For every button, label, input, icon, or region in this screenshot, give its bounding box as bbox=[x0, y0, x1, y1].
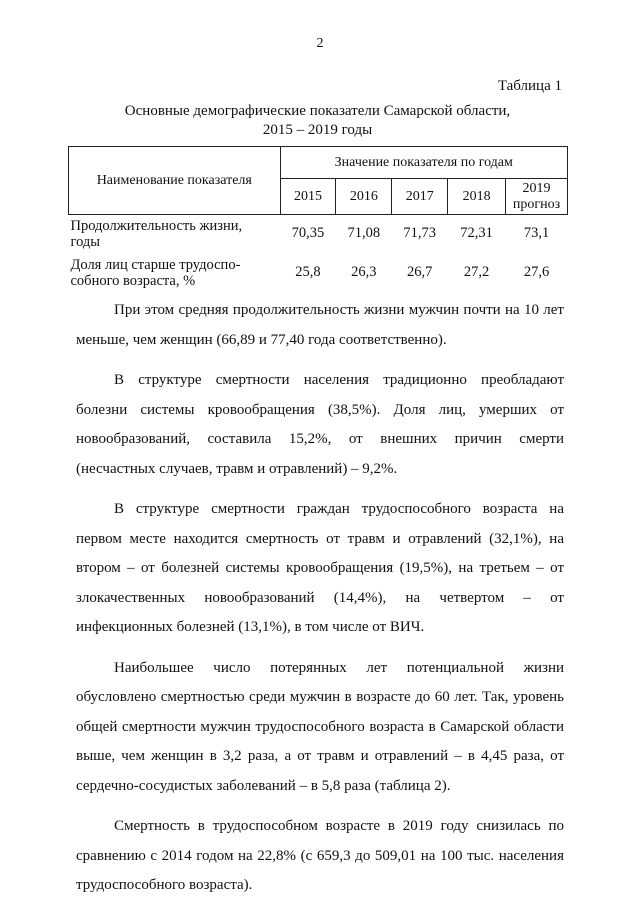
table-label: Таблица 1 bbox=[497, 78, 562, 94]
year-header: 2015 bbox=[280, 179, 336, 215]
table-cell: 25,8 bbox=[295, 264, 321, 280]
paragraph: В структуре смертности населения традиционно преобладают болезни системы кровообращения (38,5%). Доля лиц, умерших от новообразований, составила 15,2%, от внешних причин смерти (несчастных случаев, травм и отравлений) – 9,2%. bbox=[76, 372, 564, 477]
year-header: 2016 bbox=[336, 179, 392, 215]
body-text bbox=[76, 296, 564, 912]
paragraph: Смертность в трудоспособном возрасте в 2019 году снизилась по сравнению с 2014 годом на 22,8% (с 659,3 до 509,01 на 100 тыс. населения трудоспособного возраста). bbox=[76, 818, 564, 893]
caption-line-1: Основные демографические показатели Самарской области, bbox=[124, 103, 511, 119]
indicator-name bbox=[69, 253, 281, 293]
forecast-year: 2019 bbox=[522, 180, 551, 196]
table-cell: 26,7 bbox=[407, 264, 433, 280]
year-header: 2018 bbox=[448, 179, 506, 215]
table-caption bbox=[60, 102, 575, 140]
years-group-header: Значение показателя по годам bbox=[280, 147, 567, 179]
year-header-forecast bbox=[506, 179, 568, 215]
table-row bbox=[69, 215, 568, 253]
forecast-note: прогноз bbox=[512, 196, 561, 212]
table-cell: 72,31 bbox=[460, 225, 493, 242]
table-cell: 73,1 bbox=[523, 225, 550, 242]
table-cell: 27,2 bbox=[463, 264, 490, 280]
page-number: 2 bbox=[316, 36, 324, 51]
year-header: 2017 bbox=[392, 179, 448, 215]
table-cell: 27,6 bbox=[523, 264, 550, 280]
table-cell: 70,35 bbox=[291, 225, 325, 242]
paragraph: В структуре смертности граждан трудоспособного возраста на первом месте находится смертность от травм и отравлений (32,1%), на втором – от болезней системы кровообращения (19,5%), на третьем – от злокачественных новообразований (14,4%), на четвертом – от инфекционных болезней (13,1%), в том числе от ВИЧ. bbox=[76, 501, 564, 635]
table-row bbox=[69, 253, 568, 293]
table-cell: 71,73 bbox=[403, 225, 437, 242]
indicator-name-line: годы bbox=[70, 233, 101, 250]
paragraph: При этом средняя продолжительность жизни мужчин почти на 10 лет меньше, чем женщин (66,89 и 77,40 года соответственно). bbox=[76, 302, 564, 348]
name-column-header: Наименование показателя bbox=[69, 147, 281, 215]
indicator-name-line: Продолжительность жизни, bbox=[70, 217, 243, 234]
caption-line-2: 2015 – 2019 годы bbox=[262, 122, 373, 138]
indicator-name-line: Доля лиц старше трудоспо- bbox=[70, 256, 241, 273]
demographic-table bbox=[68, 146, 568, 293]
paragraph: Наибольшее число потерянных лет потенциальной жизни обусловлено смертностью среди мужчин в возрасте до 60 лет. Так, уровень общей смертности мужчин трудоспособного возраста в Самарской области выше, чем женщин в 3,2 раза, а от травм и отравлений – в 4,45 раза, от сердечно-сосудистых заболеваний – в 5,8 раза (таблица 2). bbox=[76, 659, 564, 794]
table-header-row bbox=[69, 147, 568, 179]
indicator-name bbox=[69, 215, 281, 253]
table-cell: 71,08 bbox=[347, 225, 381, 242]
table-cell: 26,3 bbox=[351, 264, 377, 280]
indicator-name-line: собного возраста, % bbox=[70, 272, 196, 289]
